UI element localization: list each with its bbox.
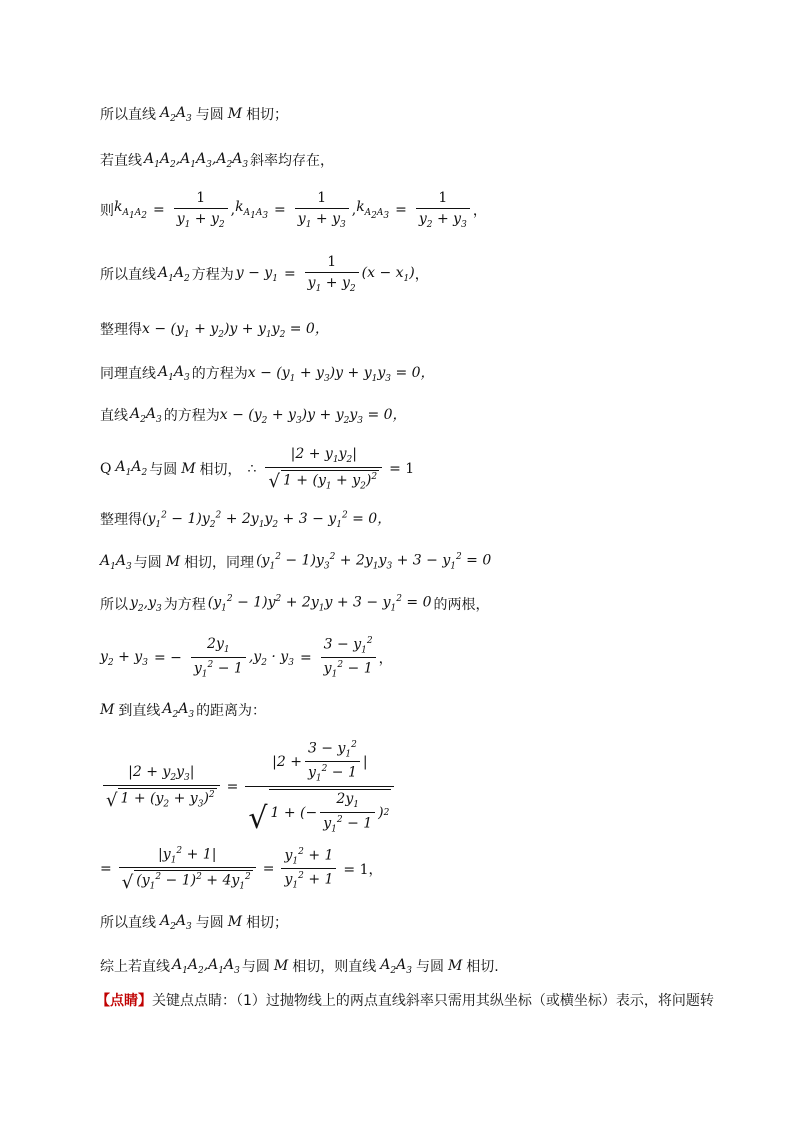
line-12: $y_2 + y_3$ = − $\frac{2y_1}{y_1^2 - 1}$ $,y_2 \cdot y_3$ = $\frac{3 - y_1^2}{y_1^2 - 1}$ ， (100, 636, 393, 680)
line-9: 整理得 $(y_1^2 - 1)y_2^2 + 2y_1y_2 + 3 - y_1^2 = 0$， (100, 510, 392, 530)
line-8: Q $A_1A_2$ 与圆 M 相切， ∴ $|2 + y_1y_2|$ √ $1 + (y_1 + y_2)^2$ = 1 (100, 446, 415, 493)
line-18 (96, 990, 714, 1010)
line-1: 所以直线 $A_2A_3$ 与圆 M 相切； (100, 104, 289, 124)
line-16: 所以直线 $A_2A_3$ 与圆 M 相切； (100, 912, 289, 932)
line-2: 若直线 $A_1A_2,A_1A_3,A_2A_3$ 斜率均存在， (100, 150, 335, 170)
line-14: $|2 + y_2y_3|$ √ $1 + (y_2 + y_3)^2$ = |2 + $\frac{3 - y_1^2}{y_1^2 - 1}$ | √ 1 + (− $\frac{2y_1}{y_1^2 - 1}$ ) 2 (100, 740, 397, 834)
math-a2a3: $A_2A_3$ (160, 104, 192, 124)
line-10: $A_1A_3$ 与圆 M 相切，同理 $(y_1^2 - 1)y_3^2 + 2y_1y_3 + 3 - y_1^2 = 0$ (100, 552, 492, 572)
line-7: 直线 $A_2A_3$ 的方程为 $x - (y_2 + y_3)y + y_2y_3 = 0$， (100, 405, 407, 426)
line-5: 整理得 $x - (y_1 + y_2)y + y_1y_2 = 0$， (100, 321, 329, 340)
line-3: 则 $k_{A_1A_2}$ = $\frac{1}{y_1 + y_2}$ , $k_{A_1A_3}$ = $\frac{1}{y_1 + y_3}$ , $k_{A_2A_3}$ = $\frac{1}{y_2 + y_3}$ ， (100, 190, 487, 230)
note-tag: 【点睛】 (96, 993, 152, 1009)
line-15: = $|y_1^2 + 1|$ √ $(y_1^2 - 1)^2 + 4y_1^2$ = $\frac{y_1^2 + 1}{y_1^2 + 1}$ = 1， (100, 846, 383, 893)
line-11: 所以 $y_2,y_3$ 为方程 $(y_1^2 - 1)y^2 + 2y_1y + 3 - y_1^2 = 0$ 的两根， (100, 594, 490, 614)
note-text: 关键点点睛：（1）过抛物线上的两点直线斜率只需用其纵坐标（或横坐标）表示，将问题转 (152, 993, 714, 1009)
line-4: 所以直线 $A_1A_2$ 方程为 $y - y_1$ = $\frac{1}{y_1 + y_2}$ $(x - x_1)$ ， (100, 254, 429, 294)
line-13: M 到直线 $A_2A_3$ 的距离为： (100, 700, 267, 720)
line-6: 同理直线 $A_1A_3$ 的方程为 $x - (y_1 + y_3)y + y_1y_3 = 0$， (100, 363, 435, 384)
line-17: 综上若直线 $A_1A_2,A_1A_3$ 与圆 M 相切，则直线 $A_2A_3$ 与圆 M 相切. (100, 956, 499, 976)
